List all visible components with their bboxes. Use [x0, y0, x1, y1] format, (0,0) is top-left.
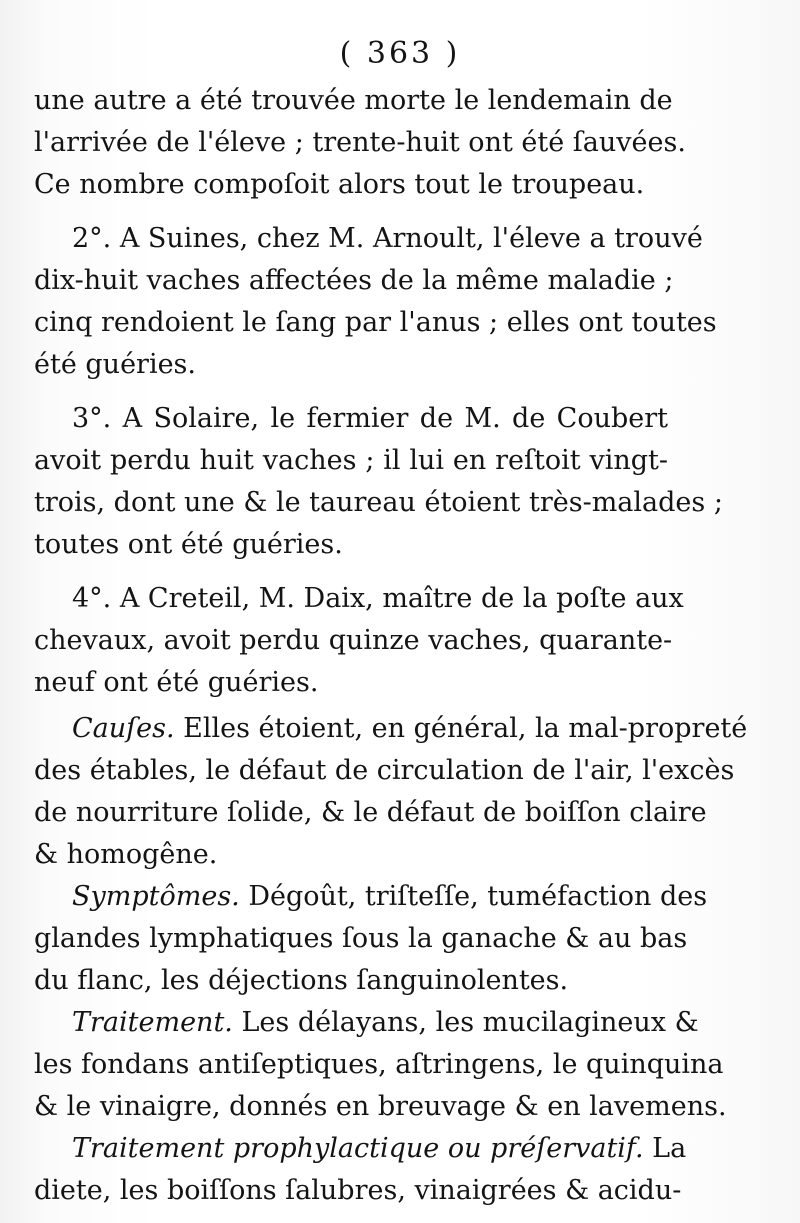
paragraph-1 — [34, 80, 686, 206]
text-run: Elles étoient, en général, la mal-propreté — [174, 713, 748, 744]
text-line: 3°. A Solaire, le fermier de M. de Coubert — [72, 403, 668, 434]
text-line: dix-huit vaches affectées de la même maladie ; — [34, 265, 674, 296]
text-line: trois, dont une & le taureau étoient très-malades ; — [34, 487, 723, 518]
text-line: glandes lymphatiques ſous la ganache & au bas — [34, 923, 688, 954]
paragraph-traitement — [34, 1002, 727, 1128]
text-line: l'arrivée de l'éleve ; trente-huit ont été ſauvées. — [34, 127, 686, 158]
section-heading-causes: Cauſes. — [72, 713, 175, 744]
section-heading-symptomes: Symptômes. — [72, 881, 240, 912]
text-line: cinq rendoient le ſang par l'anus ; elles ont toutes — [34, 307, 717, 338]
text-line — [34, 708, 748, 750]
text-run: Les délayans, les mucilagineux & — [232, 1007, 699, 1038]
text-line: chevaux, avoit perdu quinze vaches, quarante- — [34, 625, 673, 656]
text-line: avoit perdu huit vaches ; il lui en reſtoit vingt- — [34, 445, 668, 476]
paragraph-symptomes — [34, 876, 708, 1002]
text-line: & homogêne. — [34, 839, 218, 870]
text-line: des étables, le défaut de circulation de l'air, l'excès — [34, 755, 735, 786]
page-number: ( 363 ) — [339, 36, 461, 71]
text-line: & le vinaigre, donnés en breuvage & en lavemens. — [34, 1091, 727, 1122]
text-line — [34, 1128, 687, 1170]
text-line: les fondans antiſeptiques, aſtringens, le quinquina — [34, 1049, 724, 1080]
text-run: La — [643, 1133, 687, 1164]
text-line: été guéries. — [34, 349, 196, 380]
paragraph-traitement-prophylactique — [34, 1128, 687, 1212]
section-heading-traitement: Traitement. — [72, 1007, 233, 1038]
body-text — [34, 80, 748, 1212]
paragraph-2 — [34, 218, 717, 386]
paragraph-4 — [34, 578, 684, 704]
text-run: Dégoût, triſteſſe, tuméfaction des — [239, 881, 708, 912]
text-line: neuf ont été guéries. — [34, 667, 319, 698]
text-line: diete, les boiſſons ſalubres, vinaigrées & acidu- — [34, 1175, 682, 1206]
paragraph-causes — [34, 708, 748, 876]
text-line — [34, 876, 708, 918]
text-line: toutes ont été guéries. — [34, 529, 343, 560]
text-line: une autre a été trouvée morte le lendemain de — [34, 85, 673, 116]
paragraph-3 — [34, 398, 723, 566]
text-line: du flanc, les déjections ſanguinolentes. — [34, 965, 569, 996]
text-line — [34, 1002, 699, 1044]
text-line: 4°. A Creteil, M. Daix, maître de la poſte aux — [72, 583, 684, 614]
text-line: de nourriture ſolide, & le défaut de boiſſon claire — [34, 797, 707, 828]
text-line: 2°. A Suines, chez M. Arnoult, l'éleve a trouvé — [72, 223, 703, 254]
text-line: Ce nombre compoſoit alors tout le troupeau. — [34, 169, 645, 200]
section-heading-traitement-prophylactique: Traitement prophylactique ou préſervatif. — [72, 1133, 644, 1164]
